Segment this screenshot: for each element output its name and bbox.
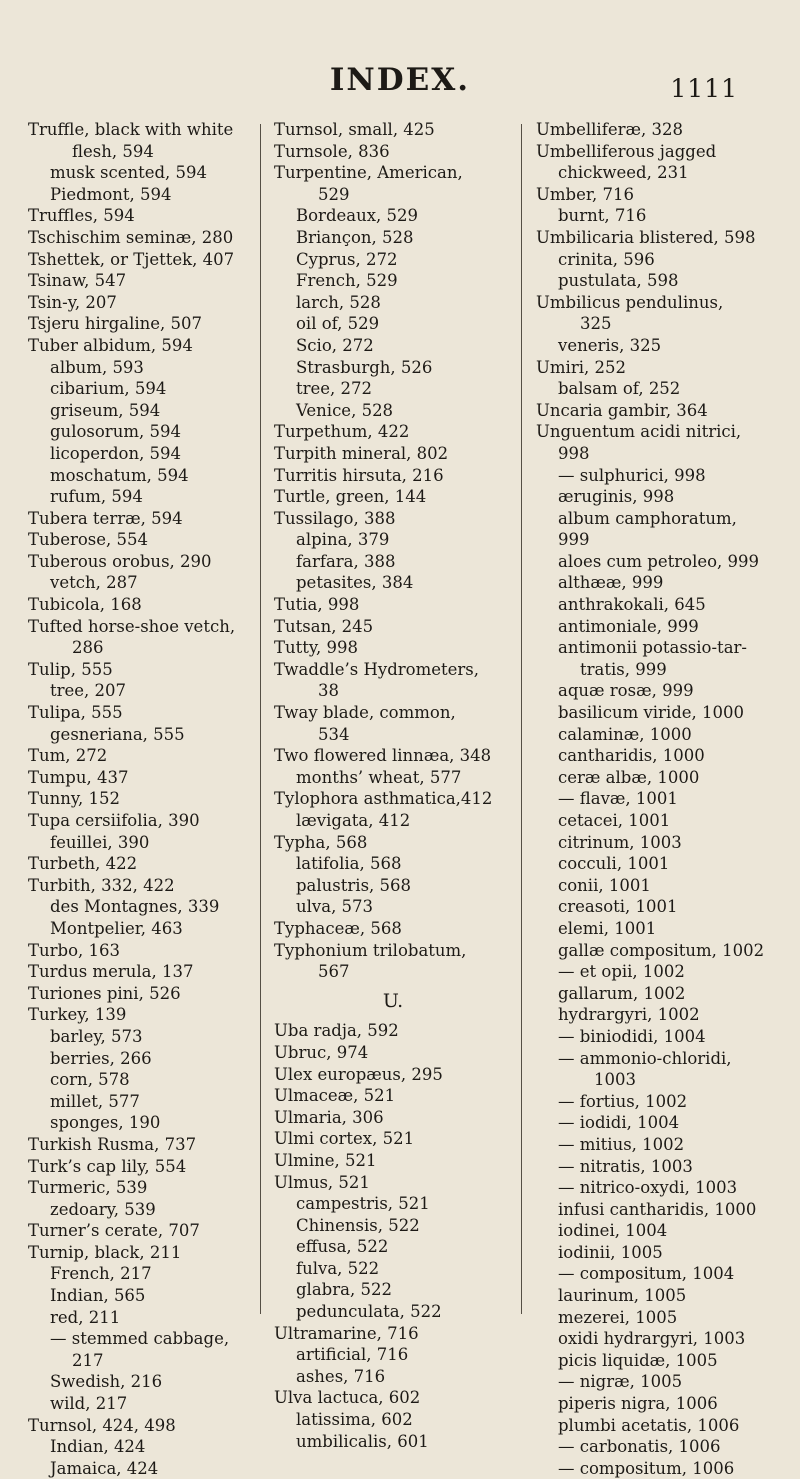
index-subentry: plumbi acetatis, 1006 xyxy=(558,1415,740,1435)
index-subentry: 217 xyxy=(72,1350,104,1370)
index-subentry: — biniodidi, 1004 xyxy=(558,1026,706,1046)
index-subentry: Jamaica, 424 xyxy=(50,1458,159,1478)
index-subentry: barley, 573 xyxy=(50,1026,143,1046)
index-subentry: rufum, 594 xyxy=(50,487,143,507)
index-subentry: cocculi, 1001 xyxy=(558,854,670,874)
index-subentry: elemi, 1001 xyxy=(558,918,657,938)
index-subentry: laurinum, 1005 xyxy=(558,1286,687,1306)
index-subentry: — mitius, 1002 xyxy=(558,1134,685,1154)
index-entry: Turkey, 139 xyxy=(28,1005,127,1025)
index-subentry: zedoary, 539 xyxy=(50,1199,156,1219)
index-subentry: piperis nigra, 1006 xyxy=(558,1394,718,1414)
index-subentry: Montpelier, 463 xyxy=(50,918,183,938)
index-entry: Two flowered linnæa, 348 xyxy=(274,746,492,766)
index-entry: Tubera terræ, 594 xyxy=(28,508,183,528)
index-entry: Tumpu, 437 xyxy=(28,767,129,787)
index-subentry: French, 529 xyxy=(296,271,398,291)
index-subentry: griseum, 594 xyxy=(50,400,161,420)
index-entry: Tsjeru hirgaline, 507 xyxy=(28,314,203,334)
index-subentry: Chinensis, 522 xyxy=(296,1215,420,1235)
index-subentry: gulosorum, 594 xyxy=(50,422,181,442)
index-entry: Uba radja, 592 xyxy=(274,1021,399,1041)
index-subentry: months’ wheat, 577 xyxy=(296,767,462,787)
index-entry: Turkish Rusma, 737 xyxy=(28,1134,197,1154)
index-subentry: gesneriana, 555 xyxy=(50,724,185,744)
index-entry: Typhaceæ, 568 xyxy=(274,918,402,938)
index-subentry: lævigata, 412 xyxy=(296,811,411,830)
index-entry: Turritis hirsuta, 216 xyxy=(274,465,444,485)
index-entry: Turnsol, 424, 498 xyxy=(28,1415,176,1435)
index-subentry: picis liquidæ, 1005 xyxy=(558,1350,718,1370)
index-subentry: mezerei, 1005 xyxy=(558,1307,678,1327)
index-entry: Turdus merula, 137 xyxy=(28,962,194,982)
index-subentry: cantharidis, 1000 xyxy=(558,746,705,766)
index-entry: Tulipa, 555 xyxy=(28,703,123,723)
index-subentry: des Montagnes, 339 xyxy=(50,897,220,917)
index-subentry: — nitratis, 1003 xyxy=(558,1156,693,1176)
index-entry: Ulmine, 521 xyxy=(274,1150,377,1170)
index-subentry: album camphoratum, xyxy=(558,508,737,528)
index-subentry: 286 xyxy=(72,638,104,658)
index-entry: Tutsan, 245 xyxy=(274,616,374,636)
index-entry: Turnsole, 836 xyxy=(274,141,390,161)
index-entry: Tuberose, 554 xyxy=(28,530,148,550)
index-entry: Turbith, 332, 422 xyxy=(28,875,175,895)
index-subentry: ceræ albæ, 1000 xyxy=(558,767,700,787)
index-subentry: conii, 1001 xyxy=(558,875,651,895)
index-subentry: latissima, 602 xyxy=(296,1410,413,1430)
index-subentry: althææ, 999 xyxy=(558,573,664,593)
index-entry: Unguentum acidi nitrici, xyxy=(536,422,742,442)
index-subentry: — carbonatis, 1006 xyxy=(558,1437,721,1457)
index-entry: Tuber albidum, 594 xyxy=(28,335,193,355)
index-subentry: antimoniale, 999 xyxy=(558,616,699,636)
index-entry: Tubicola, 168 xyxy=(28,595,142,615)
section-letter: U. xyxy=(382,989,404,1012)
index-subentry: alpina, 379 xyxy=(296,530,390,550)
index-subentry: sponges, 190 xyxy=(50,1113,161,1133)
index-entry: Turpentine, American, xyxy=(274,163,463,183)
index-subentry: 567 xyxy=(318,962,350,982)
index-subentry: feuillei, 390 xyxy=(50,832,150,852)
index-subentry: fulva, 522 xyxy=(296,1258,380,1278)
index-subentry: red, 211 xyxy=(50,1307,121,1327)
index-entry: Turbeth, 422 xyxy=(28,854,138,874)
index-subentry: 998 xyxy=(558,443,590,463)
index-entry: Twaddle’s Hydrometers, xyxy=(274,659,480,679)
index-entry: Tufted horse-shoe vetch, xyxy=(28,616,236,636)
index-subentry: 1003 xyxy=(594,1070,636,1090)
index-subentry: farfara, 388 xyxy=(296,551,396,571)
index-subentry: tree, 207 xyxy=(50,681,127,701)
index-subentry: calaminæ, 1000 xyxy=(558,724,692,744)
index-entry: Tway blade, common, xyxy=(274,703,456,723)
index-subentry: chickweed, 231 xyxy=(558,163,689,183)
index-entry: Turpith mineral, 802 xyxy=(274,443,449,463)
index-subentry: — stemmed cabbage, xyxy=(50,1329,230,1349)
index-entry: Uncaria gambir, 364 xyxy=(536,400,708,420)
index-subentry: gallarum, 1002 xyxy=(558,983,686,1003)
index-subentry: Swedish, 216 xyxy=(50,1372,163,1392)
index-subentry: Scio, 272 xyxy=(296,335,374,355)
index-subentry: infusi cantharidis, 1000 xyxy=(558,1199,757,1219)
page-title: INDEX. xyxy=(329,62,471,98)
index-entry: Ulva lactuca, 602 xyxy=(274,1388,421,1408)
index-entry: Ulex europæus, 295 xyxy=(274,1064,443,1084)
index-entry: Tschischim seminæ, 280 xyxy=(28,227,234,247)
index-entry: Ulmaria, 306 xyxy=(274,1107,384,1127)
index-entry: Tuberous orobus, 290 xyxy=(28,551,212,571)
index-entry: Umbilicus pendulinus, xyxy=(536,292,724,312)
column-divider xyxy=(521,124,522,1314)
index-subentry: musk scented, 594 xyxy=(50,163,208,183)
index-subentry: 38 xyxy=(318,681,339,701)
index-column-1 xyxy=(28,119,244,1479)
index-subentry: iodinii, 1005 xyxy=(558,1242,663,1262)
index-subentry: artificial, 716 xyxy=(296,1345,409,1365)
index-entry: Tum, 272 xyxy=(28,746,108,766)
index-entry: Truffles, 594 xyxy=(28,206,135,226)
index-entry: Typha, 568 xyxy=(274,832,368,852)
index-subentry: cetacei, 1001 xyxy=(558,811,671,830)
index-subentry: — compositum, 1006 xyxy=(558,1458,735,1478)
index-subentry: creasoti, 1001 xyxy=(558,897,678,917)
index-entry: Turnsol, small, 425 xyxy=(274,120,435,139)
index-entry: Truffle, black with white xyxy=(28,120,234,139)
index-subentry: — nitrico-oxydi, 1003 xyxy=(558,1178,738,1198)
index-entry: Tunny, 152 xyxy=(28,789,120,809)
index-subentry: effusa, 522 xyxy=(296,1237,389,1257)
index-subentry: balsam of, 252 xyxy=(558,379,681,399)
index-entry: Turnip, black, 211 xyxy=(28,1242,182,1262)
index-entry: Turner’s cerate, 707 xyxy=(28,1221,200,1241)
index-subentry: anthrakokali, 645 xyxy=(558,595,706,615)
index-subentry: gallæ compositum, 1002 xyxy=(558,940,765,960)
column-divider xyxy=(260,124,261,1314)
index-entry: Turtle, green, 144 xyxy=(274,487,427,507)
index-subentry: pedunculata, 522 xyxy=(296,1302,442,1322)
index-subentry: — compositum, 1004 xyxy=(558,1264,735,1284)
index-subentry: campestris, 521 xyxy=(296,1194,430,1214)
index-subentry: burnt, 716 xyxy=(558,206,647,226)
index-subentry: larch, 528 xyxy=(296,292,381,312)
index-subentry: cibarium, 594 xyxy=(50,379,167,399)
index-entry: Tussilago, 388 xyxy=(274,508,396,528)
index-subentry: basilicum viride, 1000 xyxy=(558,703,745,723)
index-entry: Turiones pini, 526 xyxy=(28,983,181,1003)
index-entry: Tulip, 555 xyxy=(28,659,113,679)
index-entry: Umbilicaria blistered, 598 xyxy=(536,227,756,247)
index-column-2 xyxy=(274,119,512,1452)
index-subentry: ashes, 716 xyxy=(296,1366,386,1386)
index-entry: Ubruc, 974 xyxy=(274,1042,369,1062)
index-subentry: veneris, 325 xyxy=(558,335,662,355)
index-subentry: 325 xyxy=(580,314,612,334)
index-subentry: moschatum, 594 xyxy=(50,465,189,485)
index-subentry: wild, 217 xyxy=(50,1394,128,1414)
index-entry: Ulmi cortex, 521 xyxy=(274,1129,415,1149)
index-subentry: flesh, 594 xyxy=(72,141,154,161)
index-entry: Turmeric, 539 xyxy=(28,1178,148,1198)
index-entry: Tutia, 998 xyxy=(274,595,360,615)
index-subentry: album, 593 xyxy=(50,357,144,377)
index-subentry: licoperdon, 594 xyxy=(50,443,182,463)
index-subentry: aloes cum petroleo, 999 xyxy=(558,551,760,571)
index-entry: Turpethum, 422 xyxy=(274,422,410,442)
index-subentry: corn, 578 xyxy=(50,1070,130,1090)
index-subentry: iodinei, 1004 xyxy=(558,1221,668,1241)
index-subentry: hydrargyri, 1002 xyxy=(558,1005,700,1025)
index-entry: Tshettek, or Tjettek, 407 xyxy=(28,249,235,269)
index-subentry: Indian, 424 xyxy=(50,1437,146,1457)
index-subentry: — sulphurici, 998 xyxy=(558,465,706,485)
index-entry: Ultramarine, 716 xyxy=(274,1323,419,1343)
index-subentry: Venice, 528 xyxy=(296,400,394,420)
index-subentry: vetch, 287 xyxy=(50,573,138,593)
index-subentry: umbilicalis, 601 xyxy=(296,1431,429,1451)
index-subentry: citrinum, 1003 xyxy=(558,832,682,852)
index-entry: Umber, 716 xyxy=(536,184,634,204)
index-entry: Tutty, 998 xyxy=(274,638,359,658)
index-subentry: aquæ rosæ, 999 xyxy=(558,681,694,701)
index-subentry: 534 xyxy=(318,724,350,744)
index-subentry: Strasburgh, 526 xyxy=(296,357,433,377)
index-subentry: Cyprus, 272 xyxy=(296,249,398,269)
index-subentry: tratis, 999 xyxy=(580,659,667,679)
index-subentry: oil of, 529 xyxy=(296,314,380,334)
index-subentry: ulva, 573 xyxy=(296,897,374,917)
index-subentry: 999 xyxy=(558,530,590,550)
index-subentry: Briançon, 528 xyxy=(296,227,414,247)
index-subentry: — ammonio-chloridi, xyxy=(558,1048,732,1068)
index-subentry: antimonii potassio-tar- xyxy=(558,638,747,658)
index-subentry: æruginis, 998 xyxy=(558,487,675,507)
index-subentry: oxidi hydrargyri, 1003 xyxy=(558,1329,746,1349)
index-subentry: berries, 266 xyxy=(50,1048,152,1068)
index-subentry: crinita, 596 xyxy=(558,249,655,269)
index-subentry: glabra, 522 xyxy=(296,1280,392,1300)
index-subentry: palustris, 568 xyxy=(296,875,412,895)
index-subentry: — flavæ, 1001 xyxy=(558,789,678,809)
index-entry: Umbelliferous jagged xyxy=(536,141,717,161)
index-subentry: Bordeaux, 529 xyxy=(296,206,419,226)
index-subentry: French, 217 xyxy=(50,1264,152,1284)
index-entry: Tsinaw, 547 xyxy=(28,271,127,291)
index-entry: Ulmaceæ, 521 xyxy=(274,1086,396,1106)
index-entry: Turbo, 163 xyxy=(28,940,120,960)
index-subentry: millet, 577 xyxy=(50,1091,140,1111)
index-subentry: latifolia, 568 xyxy=(296,854,402,874)
index-entry: Umiri, 252 xyxy=(536,357,626,377)
page-number: 1111 xyxy=(670,74,738,103)
index-subentry: 529 xyxy=(318,184,350,204)
index-subentry: — iodidi, 1004 xyxy=(558,1113,680,1133)
index-subentry: — fortius, 1002 xyxy=(558,1091,688,1111)
index-subentry: pustulata, 598 xyxy=(558,271,679,291)
index-subentry: Piedmont, 594 xyxy=(50,184,172,204)
index-subentry: petasites, 384 xyxy=(296,573,414,593)
index-subentry: — et opii, 1002 xyxy=(558,962,685,982)
index-column-3 xyxy=(536,119,794,1479)
index-subentry: tree, 272 xyxy=(296,379,373,399)
index-entry: Typhonium trilobatum, xyxy=(274,940,467,960)
index-entry: Tsin-y, 207 xyxy=(28,292,117,312)
index-entry: Tupa cersiifolia, 390 xyxy=(28,811,200,830)
index-subentry: — nigræ, 1005 xyxy=(558,1372,683,1392)
index-subentry: Indian, 565 xyxy=(50,1286,146,1306)
index-entry: Turk’s cap lily, 554 xyxy=(28,1156,187,1176)
index-entry: Umbelliferæ, 328 xyxy=(536,120,683,139)
index-entry: Tylophora asthmatica,412 xyxy=(274,789,493,809)
index-entry: Ulmus, 521 xyxy=(274,1172,370,1192)
